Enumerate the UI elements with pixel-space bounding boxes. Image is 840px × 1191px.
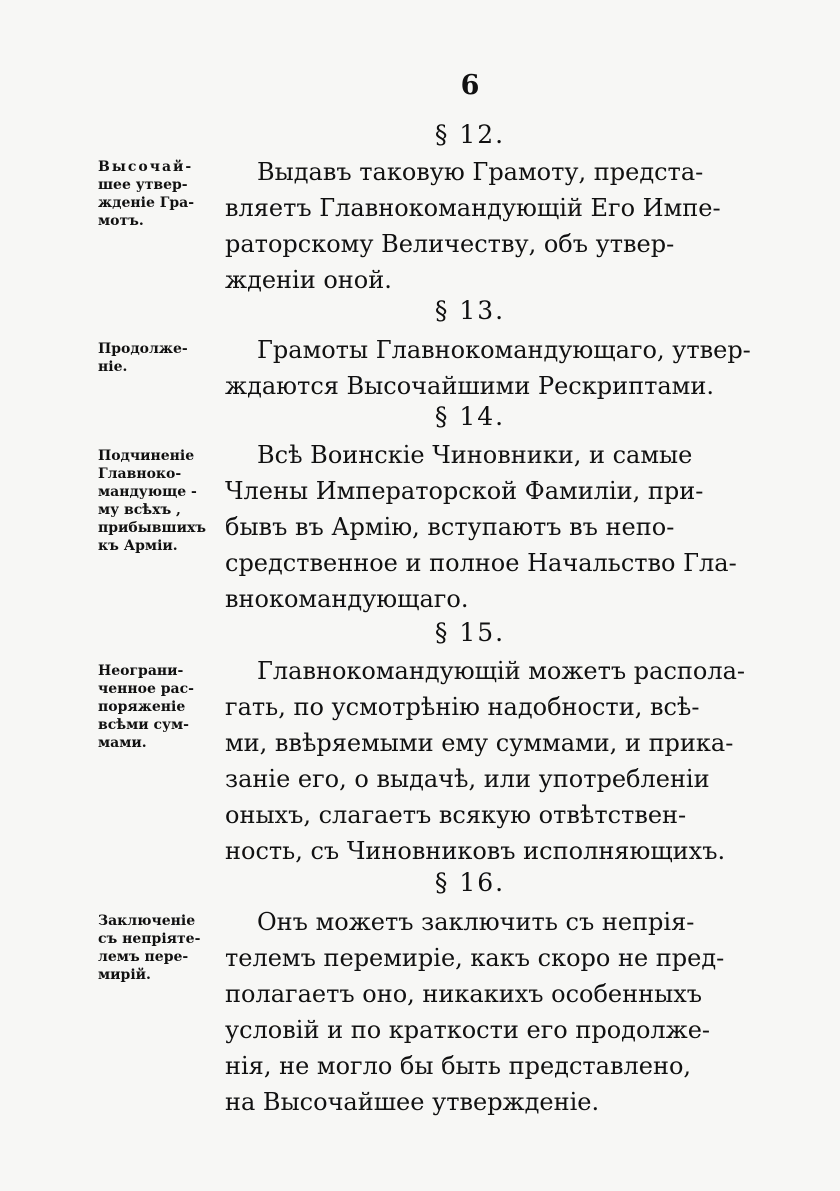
side-note-line: ченное рас- [98,681,194,697]
side-note-line: съ непрiяте- [98,931,201,947]
side-note-line: Подчиненіе [98,448,195,464]
section-mark-14: § 14. [434,402,506,431]
side-note-line: прибывшихъ [98,520,207,536]
text-line: условій и по краткости его продолже- [225,1016,711,1044]
text-line: Грамоты Главнокомандующаго, утвер- [257,336,751,364]
page-number: 6 [460,70,480,101]
text-line: ми, ввѣряемыми ему суммами, и прика- [225,729,734,757]
text-line: нія, не могло бы быть представлено, [225,1052,692,1080]
text-line: ждаются Высочайшими Рескриптами. [225,372,714,400]
side-note-line: всѣми сум- [98,717,189,733]
side-note-line: къ Арміи. [98,538,178,554]
text-line: на Высочайшее утвержденіе. [225,1088,600,1116]
text-line: средственное и полное Начальство Гла- [225,549,737,577]
side-note-line: мирій. [98,967,151,983]
text-line: Всѣ Воинскіе Чиновники, и самые [257,441,693,469]
side-note-line: мандующе - [98,484,197,500]
text-line: внокомандующаго. [225,585,469,613]
side-note-line: ніе. [98,359,128,375]
side-note-12 [98,158,220,230]
side-note-line: Продолже- [98,341,188,357]
paragraph-12 [225,154,721,298]
text-line: гать, по усмотрѣнію надобности, всѣ- [225,693,700,721]
side-note-line: Главноко- [98,466,182,482]
text-line: Главнокомандующій можетъ распола- [257,657,746,685]
text-line: раторскому Величеству, объ утвер- [225,230,675,258]
text-line: оныхъ, слагаетъ всякую отвѣтствен- [225,801,687,829]
paragraph-16 [225,904,725,1120]
text-line: вляетъ Главнокомандующій Его Импе- [225,194,721,222]
paragraph-13 [225,332,751,404]
side-note-line: поряженіе [98,699,186,715]
side-note-line: Высочай- [98,159,194,175]
text-line: телемъ перемиріе, какъ скоро не пред- [225,944,725,972]
text-line: заніе его, о выдачѣ, или употребленіи [225,765,710,793]
side-note-line: му всѣхъ , [98,502,181,518]
side-note-13 [98,340,220,376]
text-line: Члены Императорской Фамиліи, при- [225,477,704,505]
text-line: Онъ можетъ заключить съ непрія- [257,908,695,936]
side-note-line: шее утвер- [98,177,188,193]
side-note-14 [98,447,220,555]
section-mark-16: § 16. [434,868,506,897]
section-mark-13: § 13. [434,296,506,325]
side-note-line: Заключеніе [98,913,196,929]
side-note-line: Неограни- [98,663,184,679]
side-note-line: мами. [98,735,147,751]
side-note-line: жденіе Гра- [98,195,195,211]
side-note-line: мотъ. [98,213,144,229]
paragraph-14 [225,437,737,617]
text-line: бывъ въ Армію, вступаютъ въ непо- [225,513,675,541]
text-line: ность, съ Чиновниковъ исполняющихъ. [225,837,726,865]
text-line: жденіи оной. [225,266,392,294]
side-note-15 [98,662,220,752]
side-note-line: лемъ пере- [98,949,189,965]
side-note-16 [98,912,220,984]
text-line: Выдавъ таковую Грамоту, предста- [257,158,704,186]
paragraph-15 [225,653,746,869]
section-mark-15: § 15. [434,618,506,647]
section-mark-12: § 12. [434,120,506,149]
text-line: полагаетъ оно, никакихъ особенныхъ [225,980,703,1008]
